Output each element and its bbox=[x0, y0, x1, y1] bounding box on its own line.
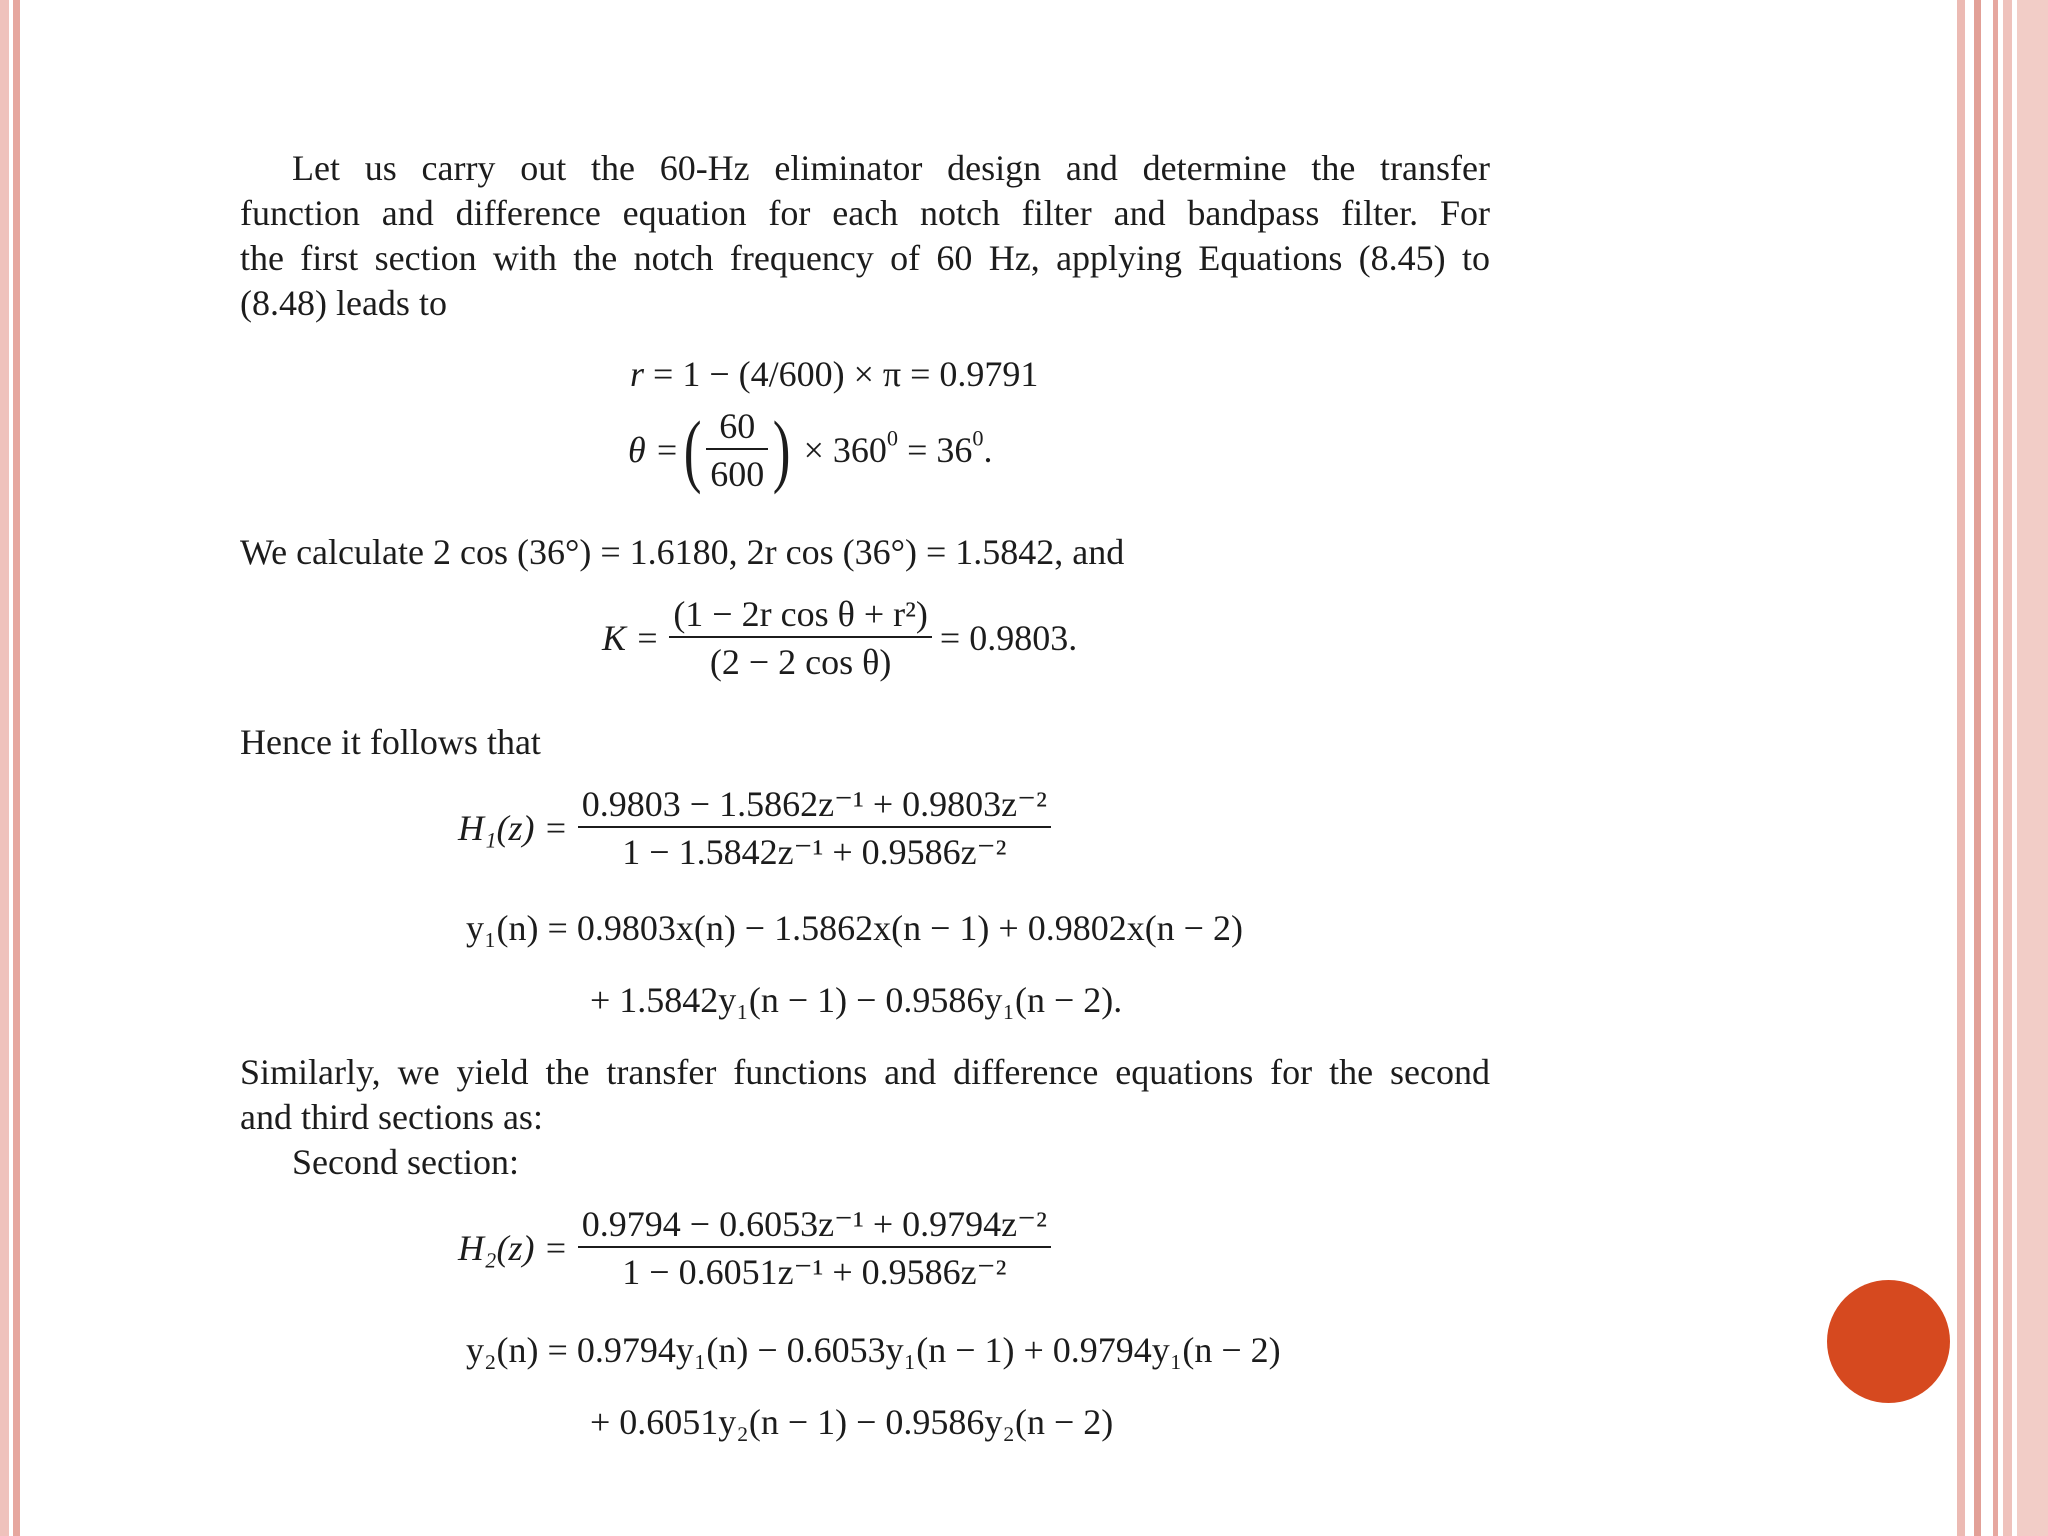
eq-H1-fraction bbox=[578, 786, 1051, 870]
eq-H2-lhs: H₂(z) = bbox=[458, 1228, 568, 1268]
right-paren: ) bbox=[773, 404, 791, 495]
eq-theta-numerator: 60 bbox=[706, 408, 768, 450]
intro-paragraph bbox=[240, 146, 1490, 326]
eq-K-denominator: (2 − 2 cos θ) bbox=[709, 642, 892, 682]
eq-theta-result: = 36 bbox=[898, 430, 973, 470]
hence-line: Hence it follows that bbox=[240, 722, 541, 762]
equation-H2 bbox=[458, 1206, 1051, 1290]
equation-K bbox=[602, 596, 1077, 680]
eq-theta-fraction bbox=[706, 408, 768, 492]
eq-theta-times: × 360 bbox=[803, 430, 887, 470]
eq-theta-sup: 0 bbox=[886, 425, 899, 451]
equation-y2-line1 bbox=[466, 1332, 1281, 1368]
eq-H1-denominator: 1 − 1.5842z⁻¹ + 0.9586z⁻² bbox=[622, 832, 1007, 872]
intro-line: Let us carry out the 60-Hz eliminator design and determine the transfer bbox=[292, 148, 1490, 188]
equation-r bbox=[630, 356, 1038, 392]
similarly-paragraph bbox=[240, 1050, 1490, 1185]
equation-H1 bbox=[458, 786, 1051, 870]
eq-y2-line1-text: y₂(n) = 0.9794y₁(n) − 0.6053y₁(n − 1) + 0.9794y₁(n − 2) bbox=[466, 1330, 1281, 1370]
left-border-stripe-inner bbox=[13, 0, 20, 1536]
eq-K-lhs: K = bbox=[602, 618, 660, 658]
eq-r-lhs: r bbox=[630, 354, 645, 394]
eq-K-rhs: = 0.9803. bbox=[939, 618, 1078, 658]
eq-H1-numerator: 0.9803 − 1.5862z⁻¹ + 0.9803z⁻² bbox=[578, 786, 1051, 828]
equation-y1-line1 bbox=[466, 910, 1243, 946]
similarly-line: Similarly, we yield the transfer functions and difference equations for the second bbox=[240, 1052, 1490, 1092]
eq-K-numerator: (1 − 2r cos θ + r²) bbox=[669, 596, 932, 638]
left-border-stripe bbox=[0, 0, 9, 1536]
equation-y1-line2 bbox=[590, 982, 1122, 1018]
intro-line: the first section with the notch frequency of 60 Hz, applying Equations (8.45) to bbox=[240, 238, 1490, 278]
hence-paragraph bbox=[240, 720, 1490, 765]
eq-K-fraction bbox=[669, 596, 932, 680]
eq-y2-line2-text: + 0.6051y₂(n − 1) − 0.9586y₂(n − 2) bbox=[590, 1402, 1114, 1442]
orange-circle-decoration bbox=[1827, 1280, 1950, 1403]
right-border-stripe bbox=[1993, 0, 1998, 1536]
eq-H1-lhs: H₁(z) = bbox=[458, 808, 568, 848]
eq-H2-fraction bbox=[578, 1206, 1051, 1290]
eq-theta-denominator: 600 bbox=[710, 454, 765, 494]
eq-theta-sup: 0 bbox=[972, 425, 984, 451]
eq-H2-numerator: 0.9794 − 0.6053z⁻¹ + 0.9794z⁻² bbox=[578, 1206, 1051, 1248]
eq-y1-line1-text: y₁(n) = 0.9803x(n) − 1.5862x(n − 1) + 0.9802x(n − 2) bbox=[466, 908, 1243, 948]
eq-y1-line2-text: + 1.5842y₁(n − 1) − 0.9586y₁(n − 2). bbox=[590, 980, 1123, 1020]
equation-theta bbox=[628, 404, 993, 495]
right-border-stripe bbox=[1957, 0, 1965, 1536]
eq-H2-denominator: 1 − 0.6051z⁻¹ + 0.9586z⁻² bbox=[622, 1252, 1007, 1292]
similarly-line: and third sections as: bbox=[240, 1097, 543, 1137]
intro-line: (8.48) leads to bbox=[240, 283, 447, 323]
eq-theta-end: . bbox=[983, 430, 993, 470]
second-section-label: Second section: bbox=[292, 1142, 519, 1182]
calc-paragraph bbox=[240, 530, 1490, 575]
intro-line: function and difference equation for each notch filter and bandpass filter. For bbox=[240, 193, 1490, 233]
calc-line: We calculate 2 cos (36°) = 1.6180, 2r cos (36°) = 1.5842, and bbox=[240, 532, 1125, 572]
eq-theta-lhs: θ = bbox=[628, 430, 679, 470]
right-border-stripe bbox=[1974, 0, 1981, 1536]
eq-r-rhs: = 1 − (4/600) × π = 0.9791 bbox=[644, 354, 1039, 394]
right-border-stripe bbox=[2003, 0, 2012, 1536]
left-paren: ( bbox=[683, 404, 702, 495]
equation-y2-line2 bbox=[590, 1404, 1113, 1440]
right-border-band bbox=[2017, 0, 2048, 1536]
